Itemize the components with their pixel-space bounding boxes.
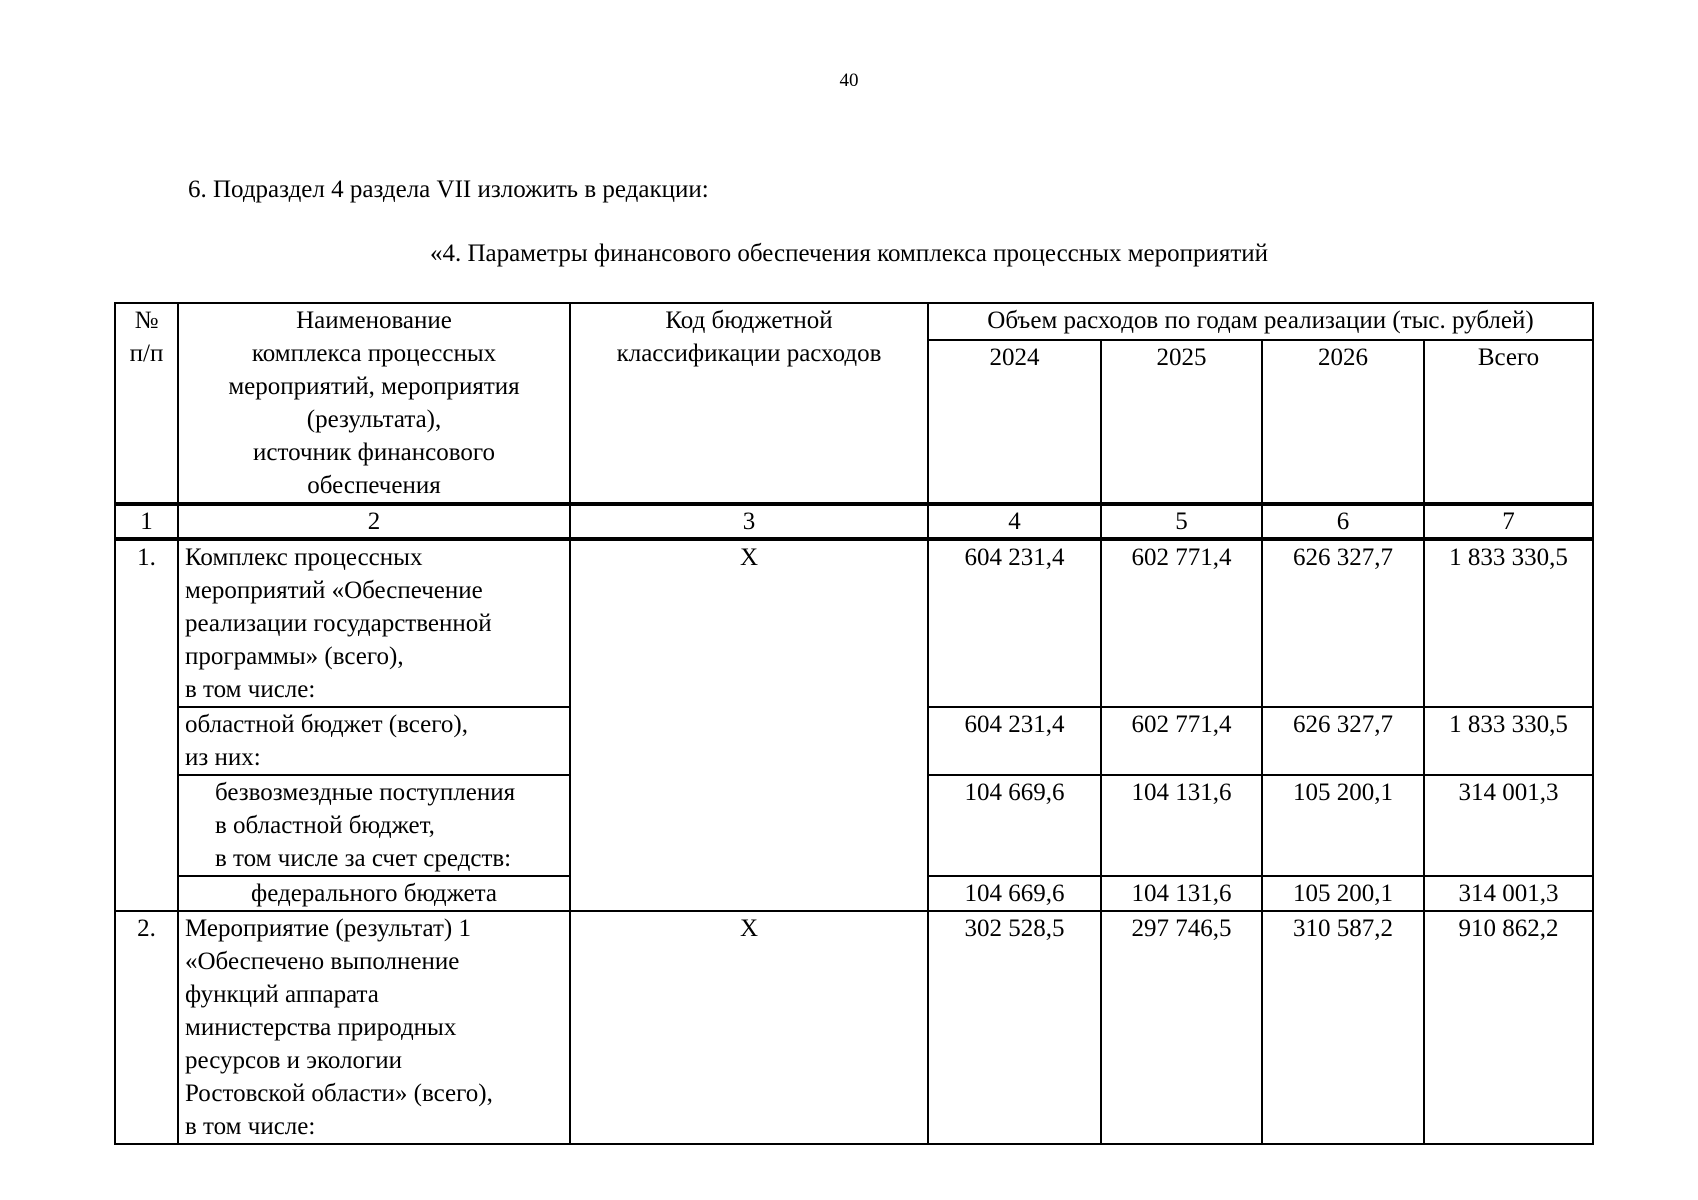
page-number: 40 [839,70,859,91]
column-number: 5 [1101,504,1262,539]
header-name: Наименование комплекса процессных мероприятий, мероприятия (результата), источник финансового обеспечения [178,303,570,504]
value-total: 314 001,3 [1424,876,1593,911]
intro-paragraph: 6. Подраздел 4 раздела VII изложить в редакции: [188,176,709,203]
value-total: 910 862,2 [1424,911,1593,1144]
value-2025: 602 771,4 [1101,707,1262,775]
row-code: Х [570,911,928,1144]
row-number: 1. [115,539,178,911]
table-row [115,911,1593,1144]
budget-table [114,302,1594,1145]
row-name: Комплекс процессных мероприятий «Обеспечение реализации государственной программы» (всего), в том числе: [178,539,570,707]
value-2024: 604 231,4 [928,539,1101,707]
value-2024: 104 669,6 [928,876,1101,911]
column-number: 7 [1424,504,1593,539]
value-2026: 310 587,2 [1262,911,1424,1144]
column-number: 4 [928,504,1101,539]
header-expenses: Объем расходов по годам реализации (тыс. рублей) [928,303,1593,340]
header-year-2026: 2026 [1262,340,1424,504]
row-name: безвозмездные поступления в областной бюджет, в том числе за счет средств: [178,775,570,876]
row-name: федерального бюджета [178,876,570,911]
value-2025: 104 131,6 [1101,876,1262,911]
row-name: Мероприятие (результат) 1 «Обеспечено выполнение функций аппарата министерства природных ресурсов и экологии Ростовской области» (всего), в том числе: [178,911,570,1144]
column-number: 2 [178,504,570,539]
table-row [115,539,1593,707]
header-total: Всего [1424,340,1593,504]
column-number: 6 [1262,504,1424,539]
value-2026: 626 327,7 [1262,539,1424,707]
value-2024: 302 528,5 [928,911,1101,1144]
value-2026: 105 200,1 [1262,876,1424,911]
value-2025: 104 131,6 [1101,775,1262,876]
header-num: № п/п [115,303,178,504]
value-2026: 105 200,1 [1262,775,1424,876]
value-2024: 604 231,4 [928,707,1101,775]
row-number: 2. [115,911,178,1144]
value-2025: 297 746,5 [1101,911,1262,1144]
row-name: областной бюджет (всего), из них: [178,707,570,775]
value-total: 1 833 330,5 [1424,707,1593,775]
column-number: 1 [115,504,178,539]
header-row-1 [115,303,1593,340]
section-title: «4. Параметры финансового обеспечения комплекса процессных мероприятий [429,240,1269,267]
header-code: Код бюджетной классификации расходов [570,303,928,504]
column-number: 3 [570,504,928,539]
value-total: 314 001,3 [1424,775,1593,876]
value-2026: 626 327,7 [1262,707,1424,775]
row-code: Х [570,539,928,911]
header-year-2024: 2024 [928,340,1101,504]
value-2024: 104 669,6 [928,775,1101,876]
value-2025: 602 771,4 [1101,539,1262,707]
value-total: 1 833 330,5 [1424,539,1593,707]
header-year-2025: 2025 [1101,340,1262,504]
column-numbers-row [115,504,1593,539]
